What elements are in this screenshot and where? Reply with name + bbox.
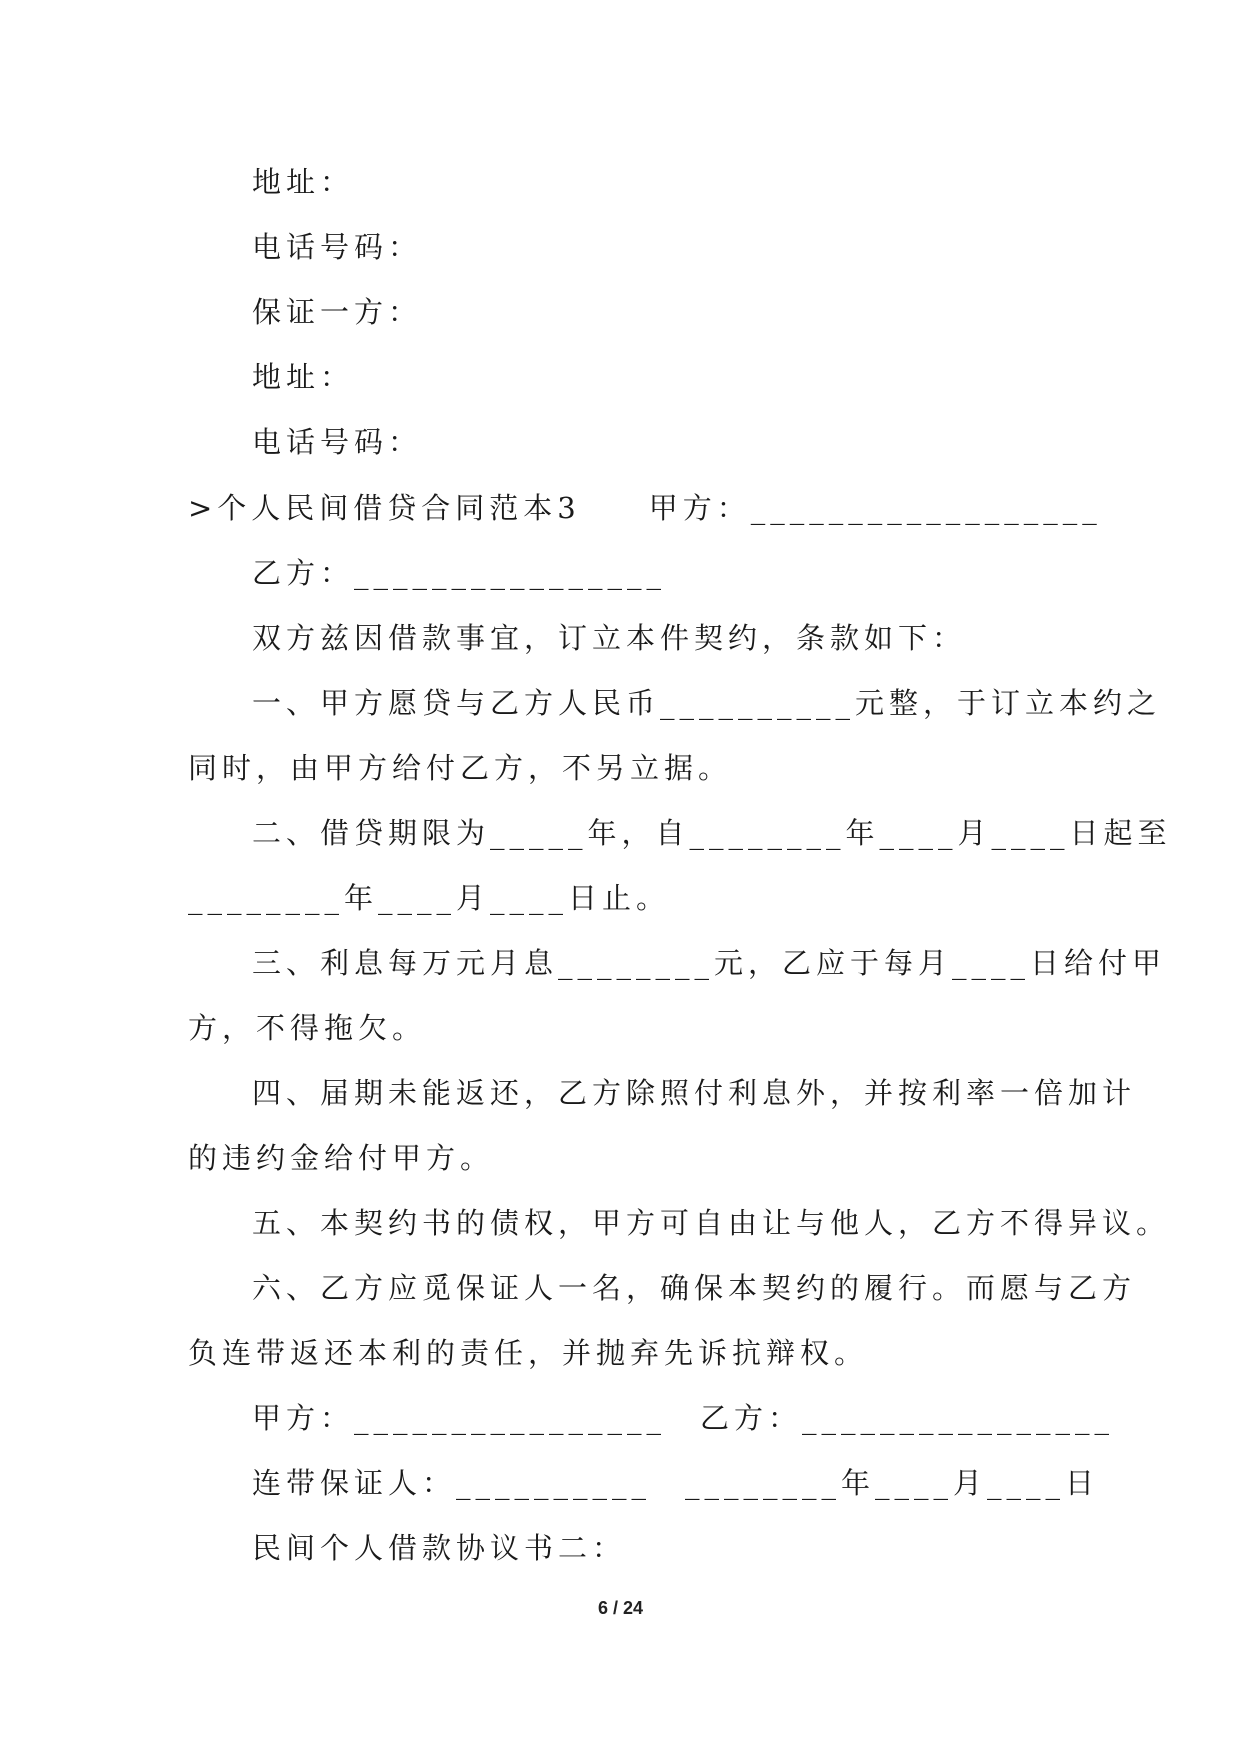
clause-continuation-line: ________年____月____日止。 xyxy=(188,881,671,915)
text-line: 乙方：________________ xyxy=(252,556,667,590)
text-line: 地址： xyxy=(252,360,355,394)
clause-line: 二、借贷期限为_____年，自________年____月____日起至 xyxy=(252,816,1172,850)
clause-line: 一、甲方愿贷与乙方人民币__________元整，于订立本约之 xyxy=(252,686,1162,720)
text-line: 地址： xyxy=(252,165,355,199)
clause-line: 六、乙方应觅保证人一名，确保本契约的履行。而愿与乙方 xyxy=(252,1271,1137,1305)
text-line: 保证一方： xyxy=(252,295,423,329)
clause-line: 五、本契约书的债权，甲方可自由让与他人，乙方不得异议。 xyxy=(252,1206,1171,1240)
clause-line: 四、届期未能返还，乙方除照付利息外，并按利率一倍加计 xyxy=(252,1076,1137,1110)
guarantor-line: 连带保证人：__________ ________年____月____日 xyxy=(252,1466,1100,1500)
clause-continuation-line: 的违约金给付甲方。 xyxy=(188,1141,495,1175)
clause-line: 三、利息每万元月息________元，乙应于每月____日给付甲 xyxy=(252,946,1167,980)
section-heading-line: >个人民间借贷合同范本3 甲方：__________________ xyxy=(188,491,1102,525)
page-number: 6 / 24 xyxy=(597,1598,644,1618)
text-line: 电话号码： xyxy=(252,230,423,264)
signature-line: 甲方：________________ 乙方：________________ xyxy=(252,1401,1115,1435)
clause-continuation-line: 同时，由甲方给付乙方，不另立据。 xyxy=(188,751,733,785)
text-line: 民间个人借款协议书二： xyxy=(252,1531,627,1565)
clause-continuation-line: 负连带返还本利的责任，并抛弃先诉抗辩权。 xyxy=(188,1336,869,1370)
text-line: 双方兹因借款事宜，订立本件契约，条款如下： xyxy=(252,621,967,655)
text-line: 电话号码： xyxy=(252,425,423,459)
clause-continuation-line: 方，不得拖欠。 xyxy=(188,1011,427,1045)
